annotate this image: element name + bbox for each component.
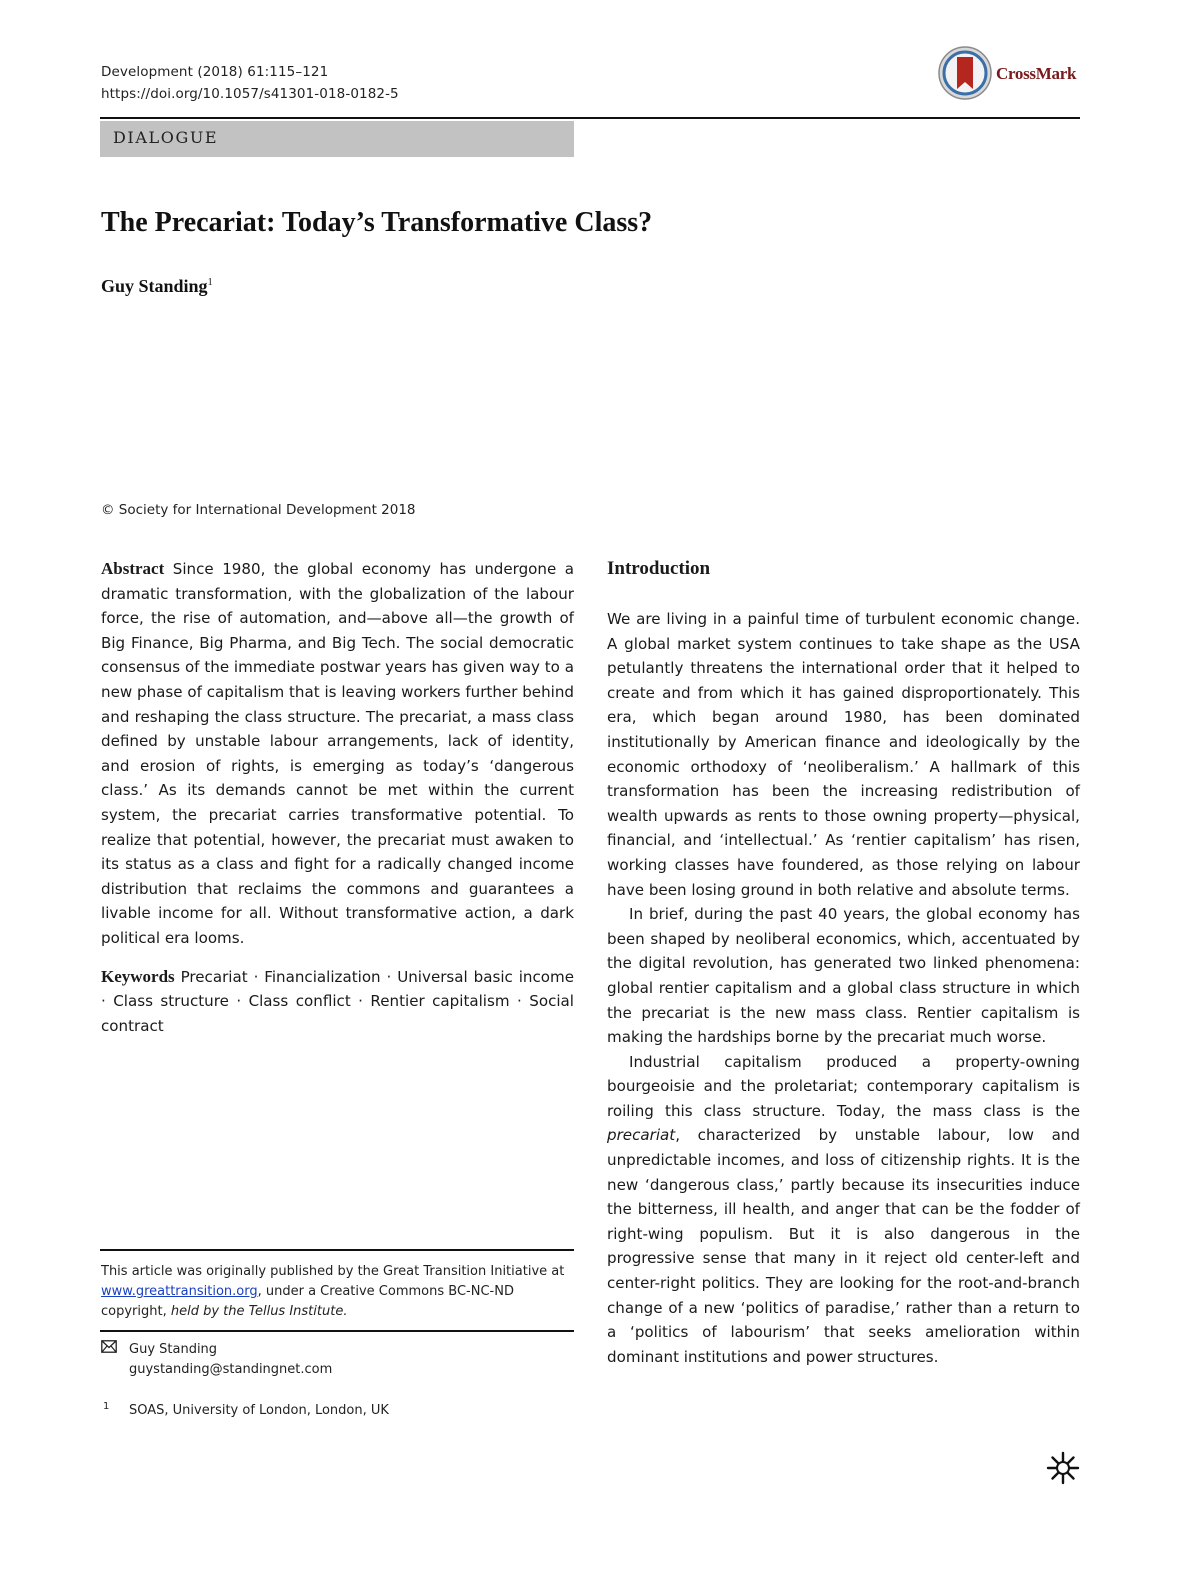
keywords-label: Keywords [101, 966, 175, 986]
left-column [101, 557, 574, 1038]
crossmark-badge[interactable] [938, 44, 1098, 106]
contact-email[interactable]: guystanding@standingnet.com [129, 1362, 333, 1377]
greattransition-link[interactable]: www.greattransition.org [101, 1284, 258, 1299]
footnote-rule [100, 1249, 574, 1251]
publication-note-prefix: This article was originally published by the Great Transition Initiative at [101, 1264, 565, 1279]
doi-link[interactable]: https://doi.org/10.1057/s41301-018-0182-5 [101, 86, 399, 102]
keywords [101, 965, 574, 1039]
author-affil-mark: 1 [207, 277, 213, 288]
introduction-heading: Introduction [607, 558, 711, 579]
author-name-text: Guy Standing [101, 276, 208, 296]
right-column [607, 557, 1080, 1369]
intro-paragraph-2: In brief, during the past 40 years, the global economy has been shaped by neoliberal economics, which, accentuated by the digital revolution, has generated two linked phenomena: global rentier capitalism and a global class structure in which the precariat is the new mass class. Rentier capitalism is making the hardships borne by the precariat much worse. [607, 905, 1080, 1047]
article-title: The Precariat: Today’s Transformative Class? [101, 207, 653, 238]
envelope-icon [101, 1340, 117, 1360]
section-label: DIALOGUE [100, 121, 574, 157]
publication-note-middle: , under a Creative Commons BC-NC-ND copyright, [101, 1284, 514, 1319]
affiliation: SOAS, University of London, London, UK [129, 1403, 389, 1418]
header-rule [100, 117, 1080, 119]
crossmark-label: CrossMark [996, 64, 1077, 83]
abstract [101, 557, 574, 951]
publication-note-holder: held by the Tellus Institute. [170, 1304, 348, 1319]
precariat-emphasis: precariat [607, 1126, 676, 1145]
springer-logo-icon [1045, 1450, 1081, 1486]
intro-paragraph-3-a: Industrial capitalism produced a property-owning bourgeoisie and the proletariat; contemporary capitalism is roiling this class structure. Today, the mass class is the [607, 1052, 1080, 1120]
copyright-notice: © Society for International Development 2018 [101, 502, 416, 518]
contact-name: Guy Standing [129, 1342, 218, 1357]
crossmark-icon [938, 44, 994, 102]
keywords-text: Precariat · Financialization · Universal basic income · Class structure · Class conflict · Rentier capitalism · Social contract [101, 967, 574, 1035]
journal-citation: Development (2018) 61:115–121 [101, 64, 329, 80]
intro-paragraph-3-b: , characterized by unstable labour, low and unpredictable incomes, and loss of citizenship rights. It is the new ‘dangerous class,’ partly because its insecurities induce the bitterness, ill health, and anger that can be the fodder of right-wing populism. But it is also dangerous in the progressive sense that many in it reject old center-left and center-right politics. They are looking for the root-and-branch change of a new ‘politics of paradise,’ rather than a return to a ‘politics of labourism’ that seeks amelioration within dominant institutions and power structures. [607, 1126, 1080, 1366]
affiliation-mark: 1 [103, 1401, 110, 1412]
publication-note [101, 1262, 574, 1322]
author-name[interactable] [101, 276, 213, 297]
abstract-label: Abstract [101, 559, 165, 578]
intro-paragraph-1: We are living in a painful time of turbulent economic change. A global market system continues to take shape as the USA petulantly threatens the international order that it helped to create and from which it has gained disproportionately. This era, which began around 1980, has been dominated institutionally by American finance and ideologically by the economic orthodoxy of ‘neoliberalism.’ A hallmark of this transformation has been the increasing redistribution of wealth upwards as rents to those owning property—physical, financial, and ‘intellectual.’ As ‘rentier capitalism’ has risen, working classes have foundered, as those relying on labour have been losing ground in both relative and absolute terms. [607, 610, 1080, 899]
intro-paragraph-3 [607, 1050, 1080, 1370]
abstract-text: Since 1980, the global economy has undergone a dramatic transformation, with the globalization of the labour force, the rise of automation, and—above all—the growth of Big Finance, Big Pharma, and Big Tech. The social democratic consensus of the immediate postwar years has given way to a new phase of capitalism that is leaving workers further behind and reshaping the class structure. The precariat, a mass class defined by unstable labour arrangements, lack of identity, and erosion of rights, is emerging as today’s ‘dangerous class.’ As its demands cannot be met within the current system, the precariat carries transformative potential. To realize that potential, however, the precariat must awaken to its status as a class and fight for a radically changed income distribution that reclaims the commons and guarantees a livable income for all. Without transformative action, a dark political era looms. [101, 560, 574, 947]
footnote-rule-2 [100, 1330, 574, 1332]
